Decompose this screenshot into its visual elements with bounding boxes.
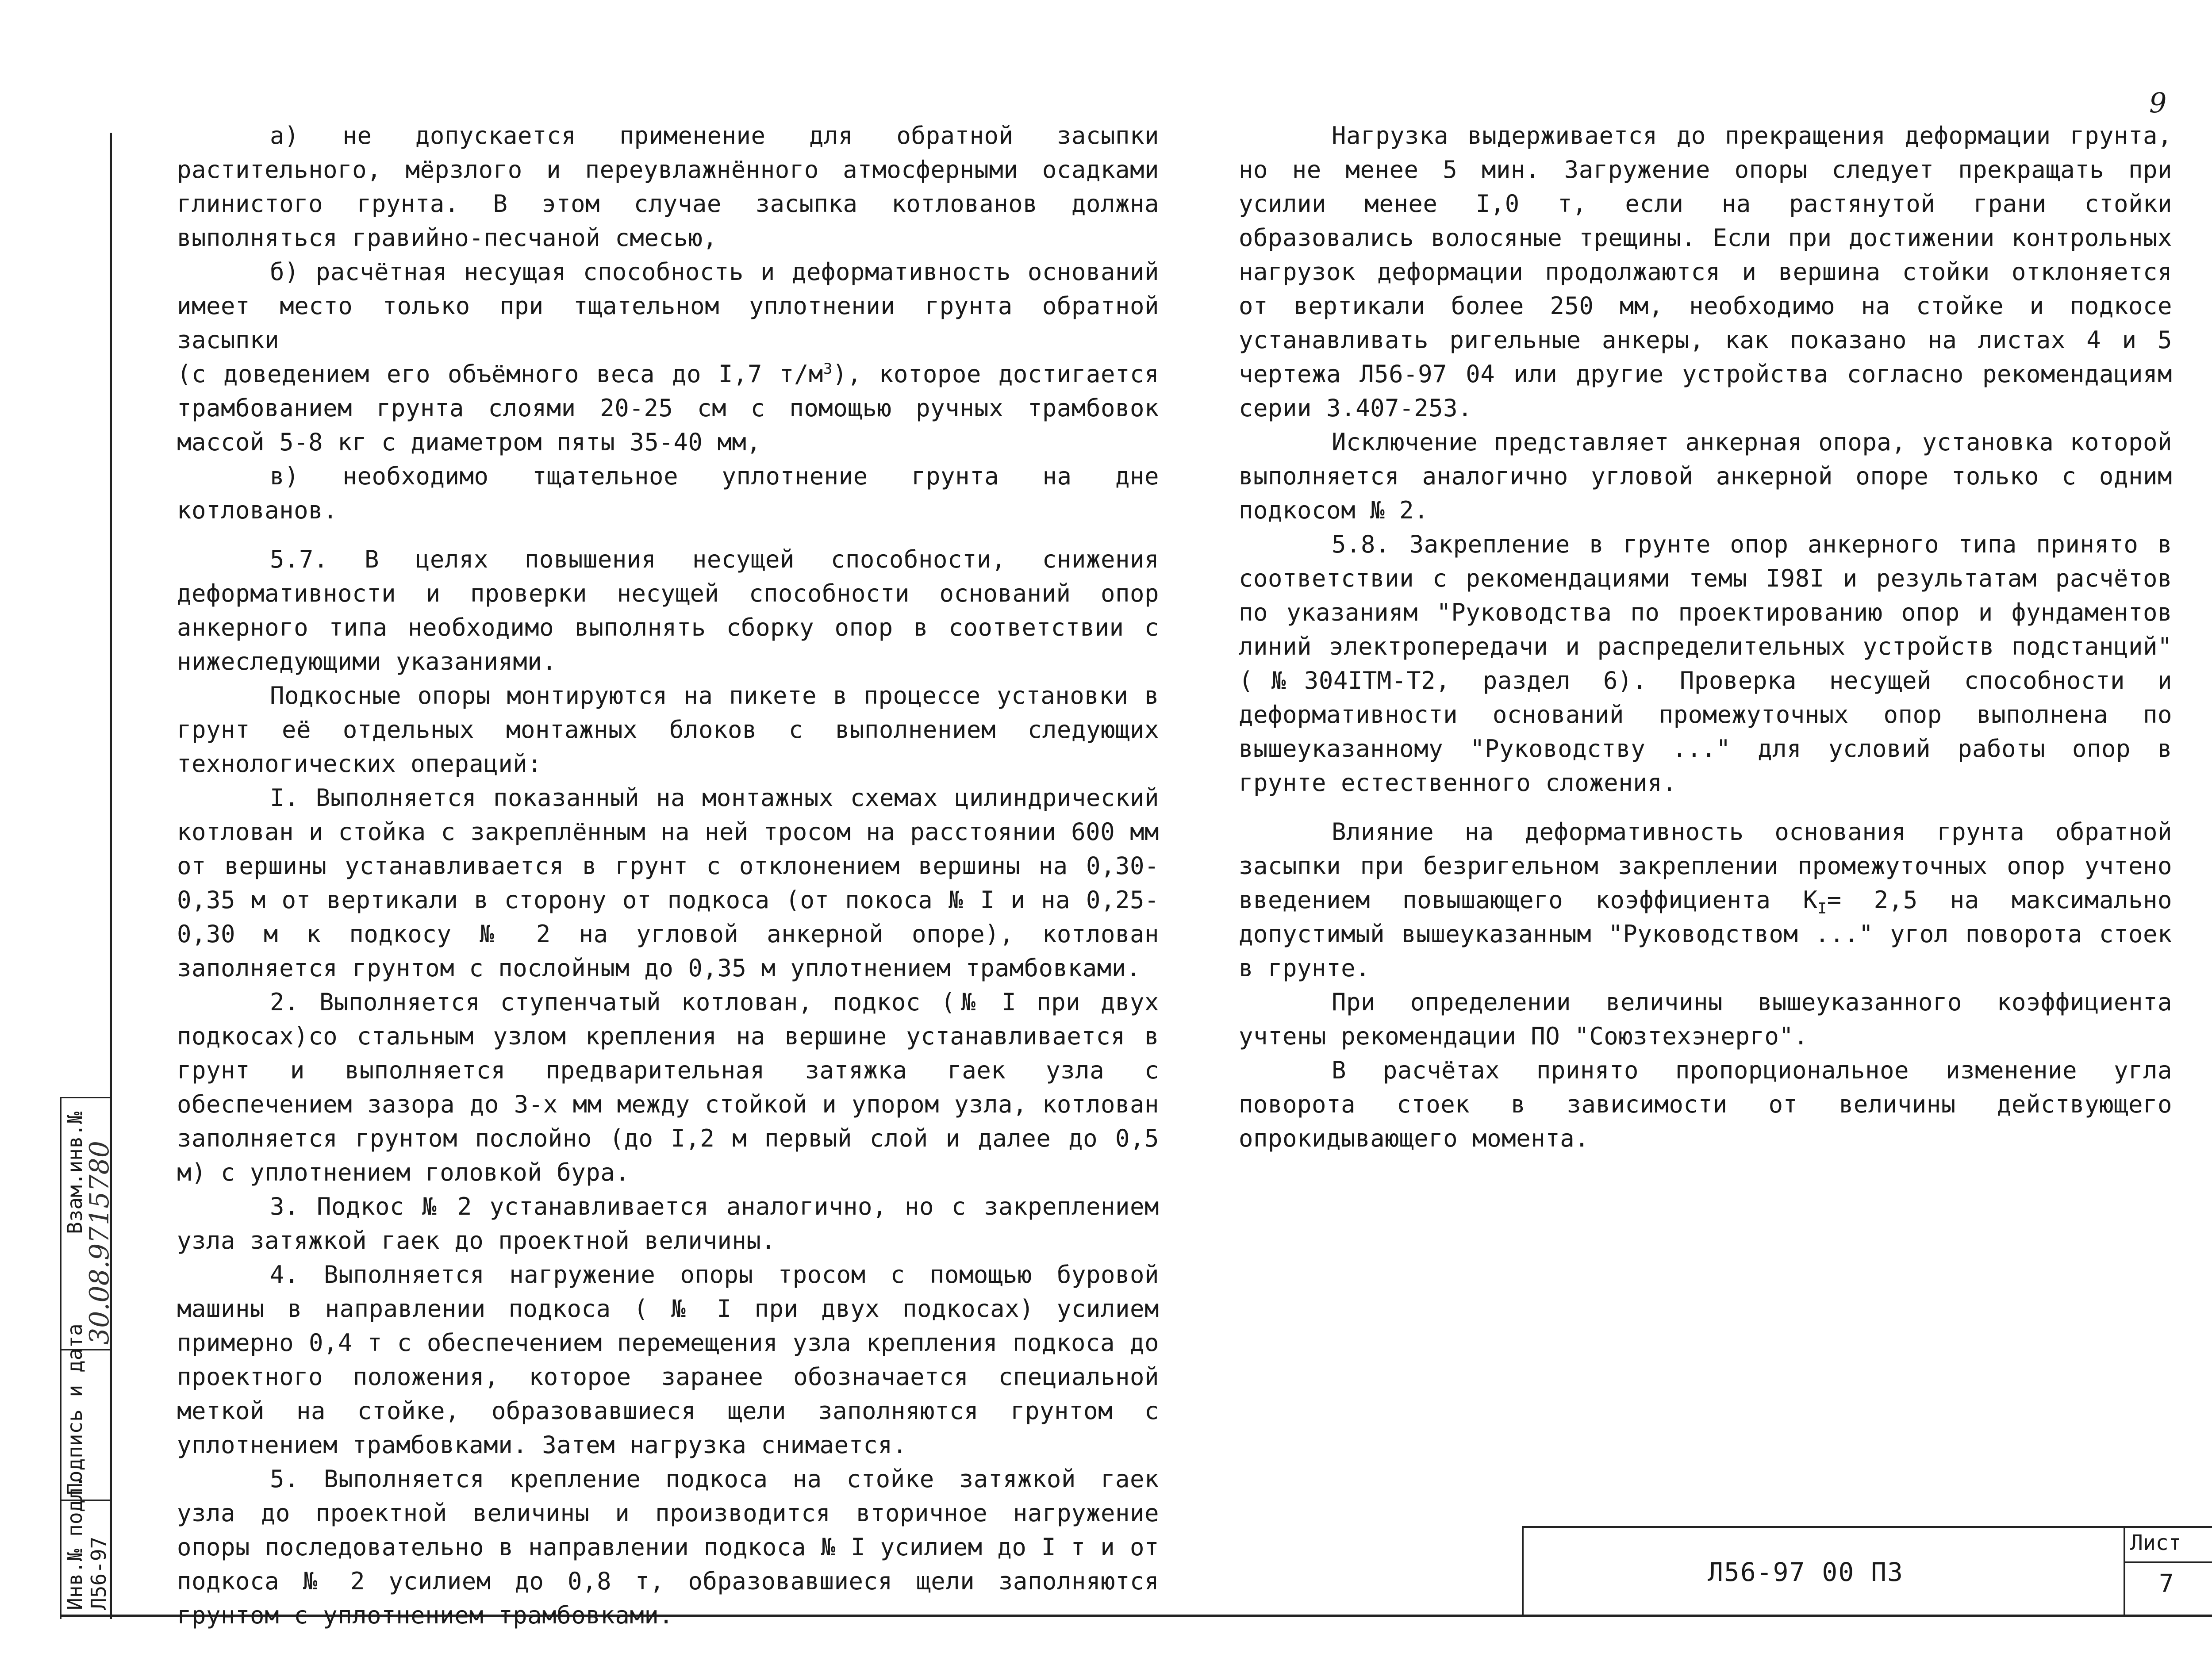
paragraph [1239,815,2172,985]
sheet-number: 7 [2159,1569,2174,1598]
title-block-cell-line [2124,1526,2125,1617]
section-heading-paragraph: 5.8. Закрепление в грунте опор анкерного типа принято в соответствии с рекомендациями темы I98I и результатам расчётов по указаниям "Руководства по проектированию опор и фундаментов линий электропередачи и распределительных устройств подстанций" (№304ITM-T2, раздел 6). Проверка несущей способности и деформативности оснований промежуточных опор выполнена по вышеуказанному "Руководству ..." для условий работы опор в грунте естественного сложения. [1239,530,2172,797]
paragraph: б) расчётная несущая способность и деформативность оснований имеет место только при тщательном уплотнении грунта обратной засыпки [177,258,1159,354]
title-block-left-line [1522,1526,1524,1617]
section-heading-paragraph: 5.7. В целях повышения несущей способности, снижения деформативности и проверки несущей способности оснований опор анкерного типа необходимо выполнять сборку опор в соответствии с нижеследующими указаниями. [177,545,1159,675]
paragraph-text: = 2,5 на максимально допустимый вышеуказанным "Руководством ..." угол поворота стоек в грунте. [1239,886,2172,982]
right-text-column [1239,119,2172,1155]
list-item: I. Выполняется показанный на монтажных схемах цилиндрический котлован и стойка с закреплённым на ней тросом на расстоянии 600 мм от вершины устанавливается в грунт с отклонением вершины на 0,30-0,35 м от вертикали в сторону от подкоса (от покоса № I и на 0,25-0,30 м к подкосу № 2 на угловой анкерной опоре), котлован заполняется грунтом с послойным до 0,35 м уплотнением трамбовками. [177,784,1159,982]
paragraph: Подкосные опоры монтируются на пикете в процессе установки в грунт её отдельных монтажных блоков с выполнением следующих технологических операций: [177,682,1159,778]
paragraph: В расчётах принято пропорциональное изменение угла поворота стоек в зависимости от величины действующего опрокидывающего момента. [1239,1056,2172,1152]
document-code: Л56-97 00 ПЗ [1708,1557,1904,1587]
stamp-divider-3 [60,1097,112,1098]
list-item: 5. Выполняется крепление подкоса на стойке затяжкой гаек узла до проектной величины и производится вторичное нагружение опоры последовательно в направлении подкоса № I усилием до I т и от подкоса № 2 усилием до 0,8 т, образовавшиеся щели заполняются грунтом с уплотнением трамбовками. [177,1465,1159,1629]
list-item: 4. Выполняется нагружение опоры тросом с помощью буровой машины в направлении подкоса ( № I при двух подкосах) усилием примерно 0,4 т с обеспечением перемещения узла крепления подкоса до проектного положения, которое заранее обозначается специальной меткой на стойке, образовавшиеся щели заполняются грунтом с уплотнением трамбовками. Затем нагрузка снимается. [177,1261,1159,1459]
stamp-sign-label: Подпись и дата [63,1323,87,1495]
paragraph-text: ), которое достигается трамбованием грунта слоями 20-25 см с помощью ручных трамбовок массой 5-8 кг с диаметром пяты 35-40 мм, [177,360,1159,456]
stamp-inner-border [110,133,112,1619]
stamp-inv-value: Л56-97 [87,1536,111,1610]
sheet-label: Лист [2130,1530,2181,1555]
superscript: 3 [823,360,833,378]
stamp-vzam-value: 15780 [84,1141,115,1225]
subscript: I [1817,899,1827,917]
list-item: 3. Подкос № 2 устанавливается аналогично, но с закреплением узла затяжкой гаек до проектной величины. [177,1193,1159,1254]
list-item: 2. Выполняется ступенчатый котлован, подкос (№ I при двух подкосах)со стальным узлом крепления на вершине устанавливается в грунт и выполняется предварительная затяжка гаек узла с обеспечением зазора до 3-х мм между стойкой и упором узла, котлован заполняется грунтом послойно (до I,2 м первый слой и далее до 0,5 м) с уплотнением головкой бура. [177,988,1159,1186]
title-block-top-line [1522,1526,2212,1528]
left-text-column [177,119,1159,1632]
stamp-inv-label: Инв.№ подл. [63,1475,87,1610]
stamp-sign-value: 30.08.97 [84,1226,115,1345]
page-number: 9 [2149,87,2167,119]
paragraph: Исключение представляет анкерная опора, установка которой выполняется аналогично угловой анкерной опоре только с одним подкосом № 2. [1239,428,2172,524]
paragraph: а) не допускается применение для обратной засыпки растительного, мёрзлого и переувлажнённого атмосферными осадками глинистого грунта. В этом случае засыпка котлованов должна выполняться гравийно-песчаной смесью, [177,122,1159,252]
title-block-cell-divider [2124,1561,2212,1563]
stamp-vzam-label: Взам.инв.№ [63,1112,87,1234]
paragraph: в) необходимо тщательное уплотнение грунта на дне котлованов. [177,462,1159,524]
paragraph-text: (с доведением его объёмного веса до I,7 т/м [177,360,823,388]
paragraph: Нагрузка выдерживается до прекращения деформации грунта, но не менее 5 мин. Загружение опоры следует прекращать при усилии менее I,0 т, если на растянутой грани стойки образовались волосяные трещины. Если при достижении контрольных нагрузок деформации продолжаются и вершина стойки отклоняется от вертикали более 250 мм, необходимо на стойке и подкосе устанавливать ригельные анкеры, как показано на листах 4 и 5 чертежа Л56-97 04 или другие устройства согласно рекомендациям серии 3.407-253. [1239,122,2172,422]
paragraph [177,357,1159,459]
stamp-outer-left-border [60,1097,61,1619]
paragraph-text: Влияние на деформативность основания грунта обратной засыпки при безригельном закреплении промежуточных опор учтено введением повышающего коэффициента К [1239,818,2172,914]
paragraph: При определении величины вышеуказанного коэффициента учтены рекомендации ПО "Союзтехэнерго". [1239,988,2172,1050]
